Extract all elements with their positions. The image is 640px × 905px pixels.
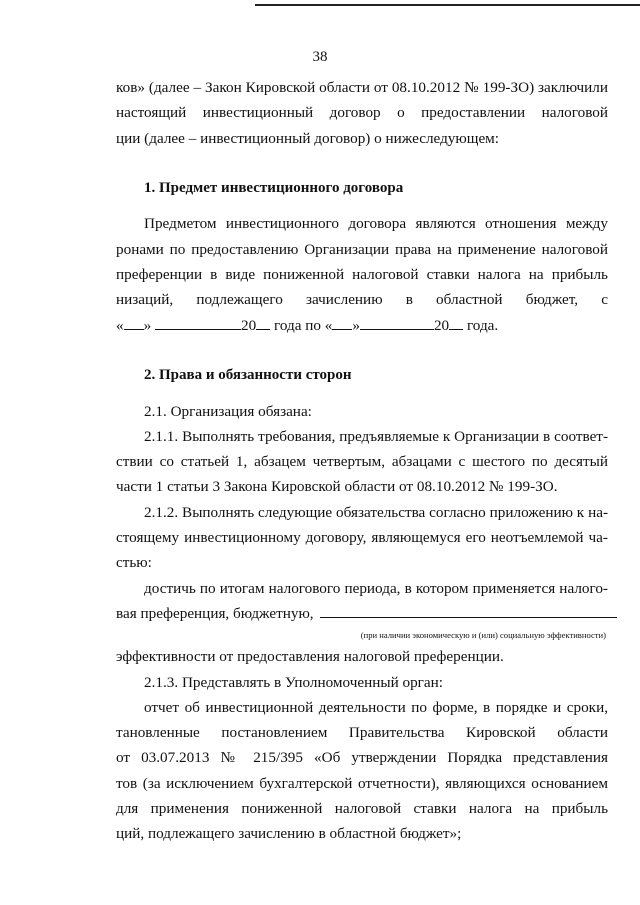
clause-2-1-3-title: 2.1.3. Представлять в Уполномоченный орган: — [144, 673, 443, 691]
year-blank-2 — [449, 314, 463, 330]
clause-2-1-2-line-3: стью: — [116, 554, 152, 572]
section-1-line-1: Предметом инвестиционного договора являются отношения между — [144, 215, 608, 233]
document-body — [116, 75, 608, 847]
top-rule — [255, 4, 640, 6]
intro-line-1: ков» (далее – Закон Кировской области от 08.10.2012 № 199-ЗО) заключили — [116, 79, 608, 96]
section-1-heading: 1. Предмет инвестиционного договора — [144, 180, 404, 197]
clause-2-1-1-line-1: 2.1.1. Выполнять требования, предъявляемые к Организации в соответ- — [144, 427, 608, 445]
date-range-line: « » 20 года по « » 20 года. — [116, 313, 608, 338]
clause-2-1-2-line-1: 2.1.2. Выполнять следующие обязательства согласно приложению к на- — [144, 503, 608, 521]
report-line-6: ций, подлежащего зачислению в областной бюджет»; — [116, 825, 462, 843]
intro-line-2: настоящий инвестиционный договор о предоставлении налоговой — [116, 104, 608, 122]
efficiency-fill-blank — [320, 603, 617, 618]
section-2-heading: 2. Права и обязанности сторон — [144, 367, 352, 384]
clause-2-1-2-line-2: стоящему инвестиционному договору, являющемуся его неотъемлемой ча- — [116, 529, 608, 547]
clause-2-1-title: 2.1. Организация обязана: — [144, 402, 312, 420]
report-line-1: отчет об инвестиционной деятельности по форме, в порядке и сроки, — [144, 698, 608, 716]
clause-2-1-1-line-2: ствии со статьей 1, абзацем четвертым, абзацами с шестого по десятый — [116, 453, 608, 471]
achieve-line: достичь по итогам налогового периода, в котором применяется налого- — [144, 579, 608, 597]
day-blank-2 — [332, 314, 352, 330]
report-line-3: от 03.07.2013 № 215/395 «Об утверждении Порядка представления — [116, 749, 608, 767]
month-blank-1 — [155, 314, 241, 330]
report-line-4: тов (за исключением бухгалтерской отчетности), являющихся основанием — [116, 774, 608, 792]
day-blank-1 — [124, 314, 144, 330]
report-line-5: для применения пониженной налоговой ставки налога на прибыль — [116, 800, 608, 818]
budget-efficiency-line: вая преференция, бюджетную, — [116, 601, 608, 626]
report-line-2: тановленные постановлением Правительства Кировской области — [116, 724, 608, 742]
intro-line-3: ции (далее – инвестиционный договор) о нижеследующем: — [116, 129, 500, 147]
effectiveness-line: эффективности от предоставления налоговой преференции. — [116, 648, 504, 666]
month-blank-2 — [360, 314, 434, 330]
section-1-line-2: ронами по предоставлению Организации права на применение налоговой — [116, 240, 608, 258]
section-1-line-4: низаций, подлежащего зачислению в областной бюджет, с — [116, 291, 608, 309]
section-1-line-3: преференции в виде пониженной налоговой ставки налога на прибыль — [116, 266, 608, 284]
clause-2-1-1-line-3: части 1 статьи 3 Закона Кировской области от 08.10.2012 № 199-ЗО. — [116, 478, 558, 496]
fill-caption: (при наличии экономическую и (или) социальную эффективности) — [360, 630, 606, 641]
year-blank-1 — [256, 314, 270, 330]
page-number: 38 — [312, 49, 328, 65]
